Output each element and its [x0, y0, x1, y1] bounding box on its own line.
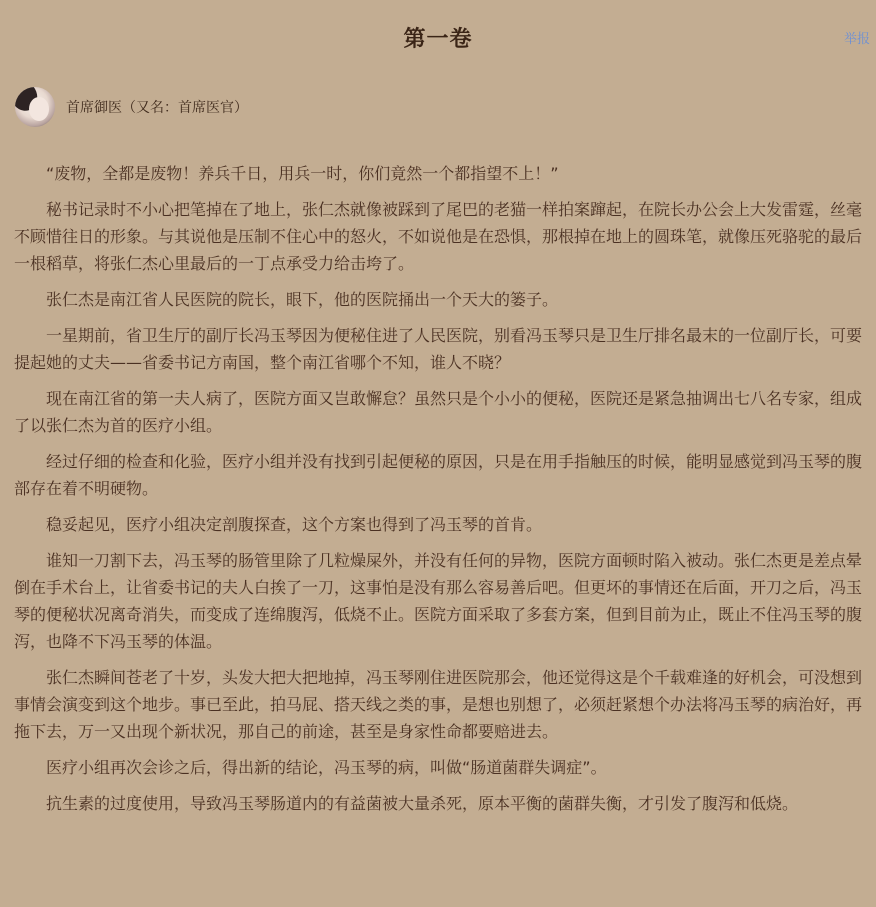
- chapter-header: [0, 0, 876, 80]
- paragraph: 抗生素的过度使用，导致冯玉琴肠道内的有益菌被大量杀死，原本平衡的菌群失衡，才引发了腹泻和低烧。: [46, 794, 799, 813]
- paragraph: 一星期前，省卫生厅的副厅长冯玉琴因为便秘住进了人民医院，别看冯玉琴只是卫生厅排名最末的一位副厅长，可要提起她的丈夫——省委书记方南国，整个南江省哪个不知，谁人不晓？: [14, 326, 863, 372]
- avatar-portrait-icon: [15, 87, 55, 127]
- book-name: 首席御医（又名：首席医官）: [66, 100, 248, 116]
- paragraph: 张仁杰瞬间苍老了十岁，头发大把大把地掉，冯玉琴刚住进医院那会，他还觉得这是个千载难逢的好机会，可没想到事情会演变到这个地步。事已至此，拍马屁、搭天线之类的事，是想也别想了，必须赶紧想个办法将冯玉琴的病治好，再拖下去，万一又出现个新状况，那自己的前途，甚至是身家性命都要赔进去。: [14, 668, 863, 741]
- paragraph: 谁知一刀割下去，冯玉琴的肠管里除了几粒燥屎外，并没有任何的异物，医院方面顿时陷入被动。张仁杰更是差点晕倒在手术台上，让省委书记的夫人白挨了一刀，这事怕是没有那么容易善后吧。但更坏的事情还在后面，开刀之后，冯玉琴的便秘状况离奇消失，而变成了连绵腹泻，低烧不止。医院方面采取了多套方案，但到目前为止，既止不住冯玉琴的腹泻，也降不下冯玉琴的体温。: [14, 551, 863, 651]
- chapter-title: 第一卷: [403, 27, 473, 52]
- paragraph: 医疗小组再次会诊之后，得出新的结论，冯玉琴的病，叫做“肠道菌群失调症”。: [46, 758, 607, 777]
- paragraph: 稳妥起见，医疗小组决定剖腹探查，这个方案也得到了冯玉琴的首肯。: [46, 515, 543, 534]
- paragraph: 秘书记录时不小心把笔掉在了地上，张仁杰就像被踩到了尾巴的老猫一样拍案蹿起，在院长办公会上大发雷霆，丝毫不顾惜往日的形象。与其说他是压制不住心中的怒火，不如说他是在恐惧，那根掉在地上的圆珠笔，就像压死骆驼的最后一根稻草，将张仁杰心里最后的一丁点承受力给击垮了。: [14, 200, 863, 273]
- report-link[interactable]: 举报: [843, 32, 870, 47]
- book-info: [15, 87, 248, 127]
- paragraph: 张仁杰是南江省人民医院的院长，眼下，他的医院捅出一个天大的篓子。: [46, 290, 559, 309]
- paragraph: 现在南江省的第一夫人病了，医院方面又岂敢懈怠？虽然只是个小小的便秘，医院还是紧急抽调出七八名专家，组成了以张仁杰为首的医疗小组。: [14, 389, 863, 435]
- avatar-face: [29, 97, 49, 121]
- chapter-content: [14, 160, 862, 826]
- paragraph: 经过仔细的检查和化验，医疗小组并没有找到引起便秘的原因，只是在用手指触压的时候，能明显感觉到冯玉琴的腹部存在着不明硬物。: [14, 452, 863, 498]
- paragraph: “废物，全都是废物！养兵千日，用兵一时，你们竟然一个都指望不上！”: [46, 164, 559, 183]
